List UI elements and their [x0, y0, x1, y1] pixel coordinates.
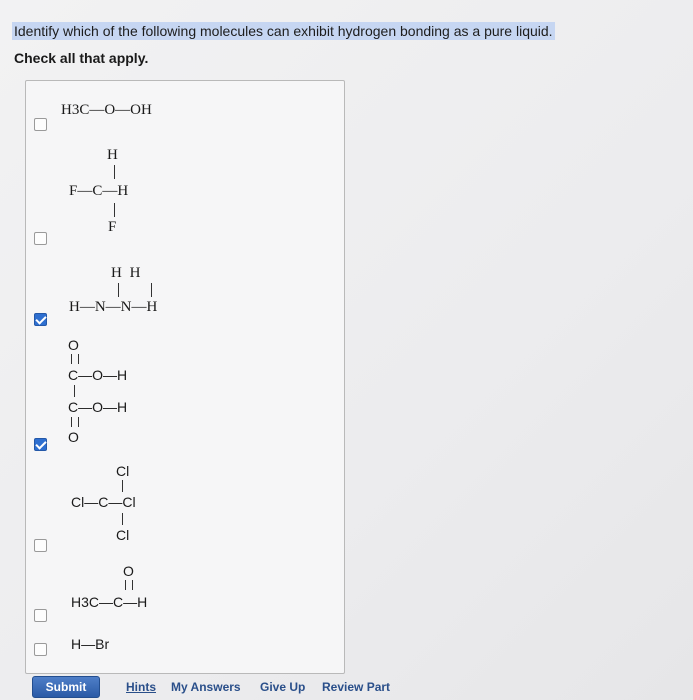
option-4-molecule	[66, 337, 186, 447]
option-1-checkbox[interactable]	[34, 118, 47, 131]
option-2-checkbox[interactable]	[34, 232, 47, 245]
review-part-link[interactable]: Review Part	[322, 680, 391, 694]
option-5-atom-bottom: Cl	[116, 527, 130, 543]
option-6-checkbox[interactable]	[34, 609, 47, 622]
option-2-molecule	[69, 147, 189, 237]
option-4-atom-c2: C—O—H	[68, 399, 128, 415]
footer-bar	[0, 672, 693, 700]
option-3-molecule	[69, 265, 229, 325]
my-answers-link[interactable]: My Answers	[171, 680, 241, 694]
option-7-formula: H—Br	[71, 636, 110, 652]
option-4-atom-o-top: O	[68, 337, 79, 353]
question-text: Identify which of the following molecules can exhibit hydrogen bonding as a pure liquid.	[14, 23, 553, 39]
option-6-atom-top: O	[123, 563, 134, 579]
give-up-link[interactable]: Give Up	[260, 680, 306, 694]
answer-options-panel	[25, 80, 345, 674]
option-6-molecule	[71, 563, 211, 613]
option-3-atom-top: H H	[111, 265, 143, 281]
option-4-atom-c1: C—O—H	[68, 367, 128, 383]
option-5-checkbox[interactable]	[34, 539, 47, 552]
hints-link[interactable]: Hints	[126, 680, 156, 694]
option-3-atom-bottom: H—N—N—H	[69, 299, 158, 315]
option-1-formula: H3C—O—OH	[61, 102, 152, 118]
option-4-atom-o-bottom: O	[68, 429, 79, 445]
option-2-atom-middle: F—C—H	[69, 183, 129, 199]
option-5-atom-top: Cl	[116, 463, 130, 479]
option-4-checkbox[interactable]	[34, 438, 47, 451]
option-3-checkbox[interactable]	[34, 313, 47, 326]
submit-button[interactable]: Submit	[32, 676, 100, 698]
option-2-atom-top: H	[107, 147, 118, 163]
option-6-atom-bottom: H3C—C—H	[71, 594, 148, 610]
option-2-atom-bottom: F	[108, 219, 117, 235]
option-5-atom-middle: Cl—C—Cl	[71, 494, 136, 510]
option-5-molecule	[71, 463, 191, 543]
instruction-text: Check all that apply.	[14, 50, 149, 66]
option-7-checkbox[interactable]	[34, 643, 47, 656]
